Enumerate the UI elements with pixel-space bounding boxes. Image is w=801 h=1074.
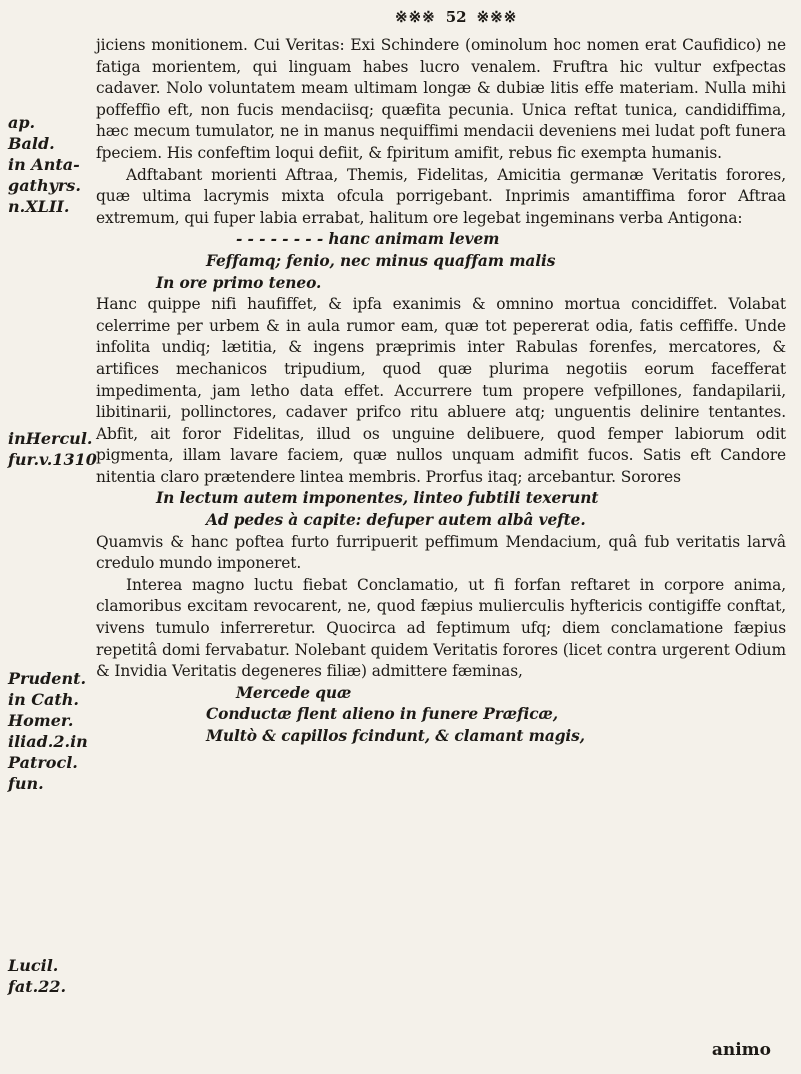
paragraph: Interea magno luctu fiebat Conclamatio, ut fi forfan reftaret in corpore anima, clamoribus excitam revocarent, ne, quod fæpius mulierculis hyftericis contigiffe conftat, vivens tumulo inferreretur. Quocirca ad feptimum ufq; diem conclamatione fæpius repetitâ domi fervabatur. Nolebant quidem Veritatis forores (licet contra urgerent Odium & Invidia Veritatis degeneres filiæ) admittere fæminas, — [96, 575, 786, 681]
main-text — [96, 35, 786, 748]
page-header — [395, 8, 695, 26]
page-number: 52 — [445, 8, 467, 26]
paragraph: jiciens monitionem. Cui Veritas: Exi Schindere (ominolum hoc nomen erat Caufidico) ne fatiga morientem, qui linguam habes lucro venalem. Fruftra hic vultur exfpectas cadaver. Nolo voluntatem meam ultimam longæ & dubiæ litis effe materiam. Nulla mihi poffeffio eft, non fucis mendaciisq; quæfita pecunia. Unica reftat tunica, candidiffima, hæc mecum tumulator, ne in manus nequiffimi mendacii deveniens mei ludat poft funera fpeciem. His confeftim loqui defiit, & fpiritum amifit, rebus fic exempta humanis. — [96, 36, 786, 162]
verse-line: Ad pedes à capite: defuper autem albâ vefte. — [206, 511, 586, 530]
verse-line: In ore primo teneo. — [156, 273, 322, 292]
verse-line: Mercede quæ — [236, 683, 352, 702]
verse-line: Conductæ flent alieno in funere Præficæ, — [206, 705, 559, 724]
margin-note: Prudent. in Cath. Homer. iliad.2.in Patrocl. fun. — [8, 669, 88, 793]
margin-note: ap. Bald. in Anta- gathyrs. n.XLII. — [8, 113, 81, 216]
verse-line: Feffamq; fenio, nec minus quaffam malis — [206, 251, 556, 270]
ornament-left: ※※※ — [395, 8, 436, 26]
paragraph: Quamvis & hanc poftea furto furripuerit peffimum Mendacium, quâ fub veritatis larvâ credulo mundo imponeret. — [96, 532, 786, 573]
paragraph: Hanc quippe nifi haufiffet, & ipfa exanimis & omnino mortua concidiffet. Volabat celerrime per urbem & in aula rumor eam, quæ tot pepererat odia, fatis ceffiffe. Unde infolita undiq; lætitia, & ingens præprimis inter Rabulas forenfes, mercatores, & artifices mechanicos tripudium, quod quæ plurima negotiis eorum facefferat impedimenta, jam letho data effet. Accurrere tum propere vefpillones, fandapilarii, libitinarii, pollinctores, cadaver prifco ritu abluere atq; unguentis delinire tentantes. Abfit, ait foror Fidelitas, illud os unguine delibuere, quod femper labiorum odit pigmenta, illam lavare faciem, quæ nullos unquam admifit fucos. Satis eft Candore nitentia claro prætendere lintea membris. Prorfus itaq; arcebantur. Sorores — [96, 295, 786, 486]
verse-line: In lectum autem imponentes, linteo fubtili texerunt — [156, 489, 599, 508]
margin-note: inHercul. fur.v.1310 — [8, 429, 97, 469]
verse-line: - - - - - - - - hanc animam levem — [236, 230, 500, 249]
margin-note: Lucil. fat.22. — [8, 956, 67, 996]
ornament-right: ※※※ — [476, 8, 518, 26]
paragraph: Adftabant morienti Aftraa, Themis, Fidelitas, Amicitia germanæ Veritatis forores, quæ ultima lacrymis mixta ofcula porrigebant. Inprimis amantiffima foror Aftraa extremum, qui fuper labia errabat, halitum ore legebat ingeminans verba Antigona: — [96, 165, 786, 227]
catchword: animo — [711, 1040, 771, 1060]
verse-line: Multò & capillos fcindunt, & clamant magis, — [206, 727, 585, 745]
